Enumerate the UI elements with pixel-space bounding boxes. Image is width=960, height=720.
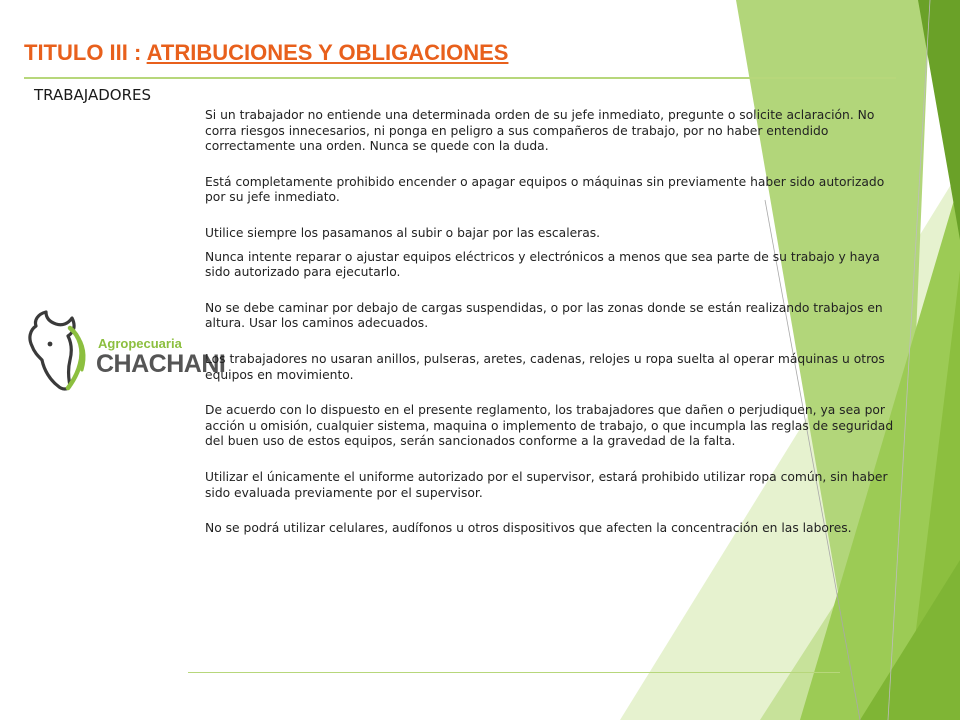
rule-paragraph: Está completamente prohibido encender o apagar equipos o máquinas sin previamente haber sido autorizado por su jefe inmediato. <box>205 174 885 205</box>
slide-title <box>24 40 508 66</box>
rule-paragraph: Los trabajadores no usaran anillos, pulseras, aretes, cadenas, relojes u ropa suelta al operar máquinas u otros equipos en movimiento. <box>205 351 885 382</box>
company-logo <box>24 306 226 392</box>
rule-paragraph: De acuerdo con lo dispuesto en el presente reglamento, los trabajadores que dañen o perjudiquen, ya sea por acción u omisión, cualquier sistema, maquina o implemento de trabajo, o que incumpla las reglas de seguridad del buen uso de estos equipos, serán sancionados conforme a la gravedad de la falta. <box>205 403 894 449</box>
rule-paragraph: Utilizar el únicamente el uniforme autorizado por el supervisor, estará prohibido utilizar ropa común, sin haber sido evaluada previamente por el supervisor. <box>205 469 888 500</box>
rule-paragraph: Si un trabajador no entiende una determinada orden de su jefe inmediato, pregunte o solicite aclaración. No corra riesgos innecesarios, ni ponga en peligro a sus compañeros de trabajo, por no haber entendido correctamente una orden. Nunca se quede con la duda. <box>205 108 875 154</box>
section-label: TRABAJADORES <box>34 86 151 104</box>
cow-head-icon <box>24 306 104 392</box>
rule-paragraph: No se debe caminar por debajo de cargas suspendidas, o por las zonas donde se están realizando trabajos en altura. Usar los caminos adecuados. <box>205 300 883 331</box>
logo-text-agropecuaria: Agropecuaria <box>98 336 182 351</box>
title-divider <box>24 77 896 79</box>
bottom-divider <box>188 672 840 673</box>
title-main: ATRIBUCIONES Y OBLIGACIONES <box>146 40 509 65</box>
title-prefix: TITULO III : <box>24 40 147 65</box>
rule-paragraph: No se podrá utilizar celulares, audífonos u otros dispositivos que afecten la concentración en las labores. <box>205 521 852 536</box>
rule-paragraph: Utilice siempre los pasamanos al subir o bajar por las escaleras. <box>205 225 601 240</box>
rule-paragraph: Nunca intente reparar o ajustar equipos eléctricos y electrónicos a menos que sea parte de su trabajo y haya sido autorizado para ejecutarlo. <box>205 249 880 280</box>
logo-text-chachani: CHACHANI <box>96 350 226 378</box>
rules-text <box>205 108 895 537</box>
